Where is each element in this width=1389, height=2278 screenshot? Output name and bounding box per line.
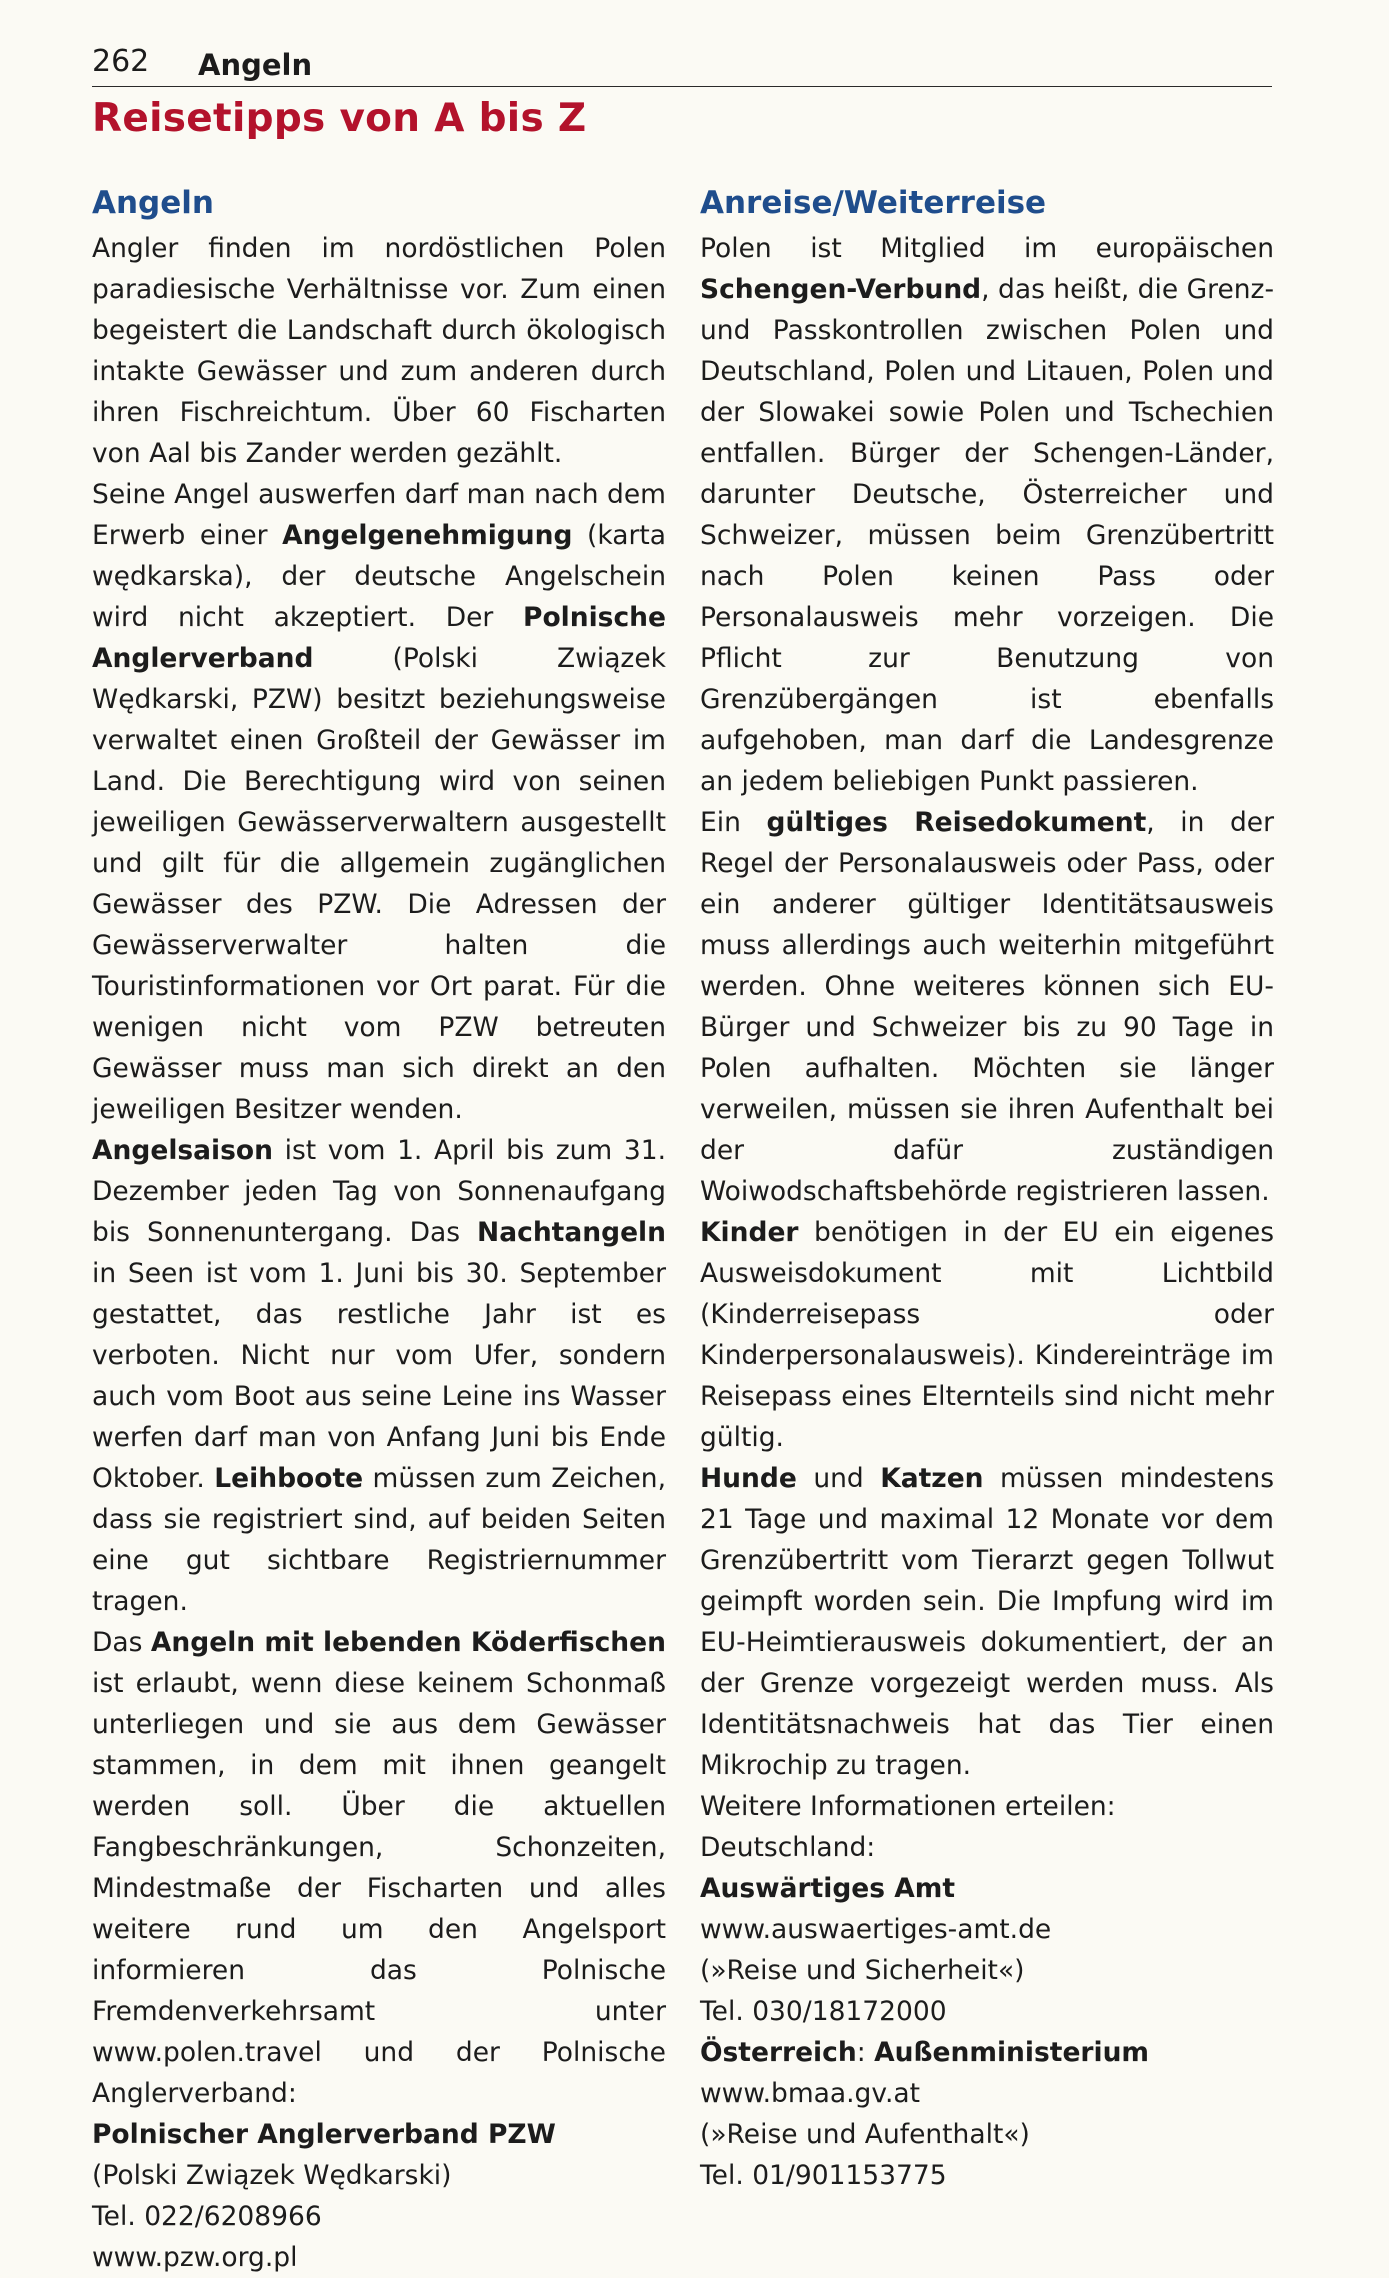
contact-phone: Tel. 022/6208966: [92, 2201, 322, 2232]
contact-website: www.auswaertiges-amt.de: [700, 1914, 1052, 1945]
contact-note: (»Reise und Aufenthalt«): [700, 2119, 1030, 2150]
bold-term: Katzen: [880, 1463, 984, 1494]
contact-website: www.bmaa.gv.at: [700, 2078, 921, 2109]
contact-note: (»Reise und Sicherheit«): [700, 1955, 1025, 1986]
angeln-paragraph-4: Das Angeln mit lebenden Köderfischen ist erlaubt, wenn diese keinem Schonmaß unterliegen und sie aus dem Gewässer stammen, in dem mit ihnen geangelt werden soll. Über die aktuellen Fangbeschränkungen, Schonzeiten, Mindestmaße der Fischarten und alles weitere rund um den Angelsport informieren das Polnische Fremdenverkehrsamt unter www.polen.travel und der Polnische Anglerverband:: [92, 1627, 667, 2109]
page-number: 262: [92, 44, 150, 79]
page-title: Reisetipps von A bis Z: [92, 96, 587, 141]
germany-contact: [700, 1827, 1274, 2032]
page-header: [92, 42, 1272, 87]
anreise-paragraph-4: Hunde und Katzen müssen mindestens 21 Tage und maximal 12 Monate vor dem Grenzübertritt vom Tierarzt gegen Tollwut geimpft worden sein. Die Impfung wird im EU-Heimtierausweis dokumentiert, der an der Grenze vorgezeigt werden muss. Als Identitätsnachweis hat das Tier einen Mikrochip zu tragen.: [700, 1463, 1275, 1781]
bold-term: Schengen-Verbund: [700, 274, 982, 305]
contact-phone: Tel. 01/901153775: [700, 2160, 947, 2191]
right-column: [700, 180, 1274, 2196]
pzw-contact: [92, 2114, 666, 2278]
anreise-paragraph-2: Ein gültiges Reisedokument, in der Regel der Personalausweis oder Pass, oder ein anderer gültiger Identitätsausweis muss allerdings auch weiterhin mitgeführt werden. Ohne weiteres können sich EU-Bürger und Schweizer bis zu 90 Tage in Polen aufhalten. Möchten sie länger verweilen, müssen sie ihren Aufenthalt bei der dafür zuständigen Woiwodschaftsbehörde registrieren lassen.: [700, 807, 1275, 1207]
contact-name: Auswärtiges Amt: [700, 1873, 956, 1904]
austria-contact: [700, 2032, 1274, 2196]
country-label: Österreich: [700, 2037, 857, 2068]
country-label: Deutschland:: [700, 1832, 876, 1863]
bold-term: Polnische Anglerverband: [92, 602, 666, 674]
contact-name: Polnischer Anglerverband PZW: [92, 2119, 556, 2150]
contact-name: Außenministerium: [874, 2037, 1150, 2068]
bold-term: Angelgenehmigung: [282, 520, 573, 551]
angeln-paragraph-2: Seine Angel auswerfen darf man nach dem Erwerb einer Angelgenehmigung (karta wędkarska), der deutsche Angelschein wird nicht akzeptiert. Der Polnische Anglerverband (Polski Związek Wędkarski, PZW) besitzt beziehungsweise verwaltet einen Großteil der Gewässer im Land. Die Berechtigung wird von seinen jeweiligen Gewässerverwaltern ausgestellt und gilt für die allgemein zugänglichen Gewässer des PZW. Die Adressen der Gewässerverwalter halten die Touristinformationen vor Ort parat. Für die wenigen nicht vom PZW betreuten Gewässer muss man sich direkt an den jeweiligen Besitzer wenden.: [92, 479, 666, 1125]
contact-website: www.pzw.org.pl: [92, 2242, 298, 2273]
section-heading-anreise: Anreise/Weiterreise: [700, 185, 1047, 221]
angeln-paragraph-1: Angler finden im nordöstlichen Polen paradiesische Verhältnisse vor. Zum einen begeistert die Landschaft durch ökologisch intakte Gewässer und zum anderen durch ihren Fischreichtum. Über 60 Fischarten von Aal bis Zander werden gezählt.: [92, 233, 666, 469]
anreise-paragraph-1: Polen ist Mitglied im europäischen Schengen-Verbund, das heißt, die Grenz- und Passkontrollen zwischen Polen und Deutschland, Polen und Litauen, Polen und der Slowakei sowie Polen und Tschechien entfallen. Bürger der Schengen-Länder, darunter Deutsche, Österreicher und Schweizer, müssen beim Grenzübertritt nach Polen keinen Pass oder Personalausweis mehr vorzeigen. Die Pflicht zur Benutzung von Grenzübergängen ist ebenfalls aufgehoben, man darf die Landesgrenze an jedem beliebigen Punkt passieren.: [700, 233, 1275, 797]
left-column: [92, 180, 666, 2278]
contact-alt-name: (Polski Związek Wędkarski): [92, 2160, 452, 2191]
bold-term: Nachtangeln: [477, 1217, 666, 1248]
angeln-paragraph-3: Angelsaison ist vom 1. April bis zum 31. Dezember jeden Tag von Sonnenaufgang bis Sonnenuntergang. Das Nachtangeln in Seen ist vom 1. Juni bis 30. September gestattet, das restliche Jahr ist es verboten. Nicht nur vom Ufer, sondern auch vom Boot aus seine Leine ins Wasser werfen darf man von Anfang Juni bis Ende Oktober. Leihboote müssen zum Zeichen, dass sie registriert sind, auf beiden Seiten eine gut sichtbare Registriernummer tragen.: [92, 1135, 666, 1617]
anreise-paragraph-3: Kinder benötigen in der EU ein eigenes Ausweisdokument mit Lichtbild (Kinderreisepass oder Kinderpersonalausweis). Kindereinträge im Reisepass eines Elternteils sind nicht mehr gültig.: [700, 1217, 1274, 1453]
bold-term: Angeln mit lebenden Köderfischen: [150, 1627, 667, 1658]
bold-term: gültiges Reisedokument: [766, 807, 1147, 838]
section-heading-angeln: Angeln: [92, 185, 214, 221]
bold-term: Kinder: [700, 1217, 799, 1248]
bold-term: Leihboote: [214, 1463, 364, 1494]
austria-heading-line: Österreich: Außenministerium: [700, 2037, 1150, 2068]
contact-phone: Tel. 030/18172000: [700, 1996, 947, 2027]
running-head: Angeln: [198, 48, 313, 82]
info-intro: Weitere Informationen erteilen:: [700, 1791, 1116, 1822]
bold-term: Hunde: [700, 1463, 797, 1494]
bold-term: Angelsaison: [92, 1135, 273, 1166]
